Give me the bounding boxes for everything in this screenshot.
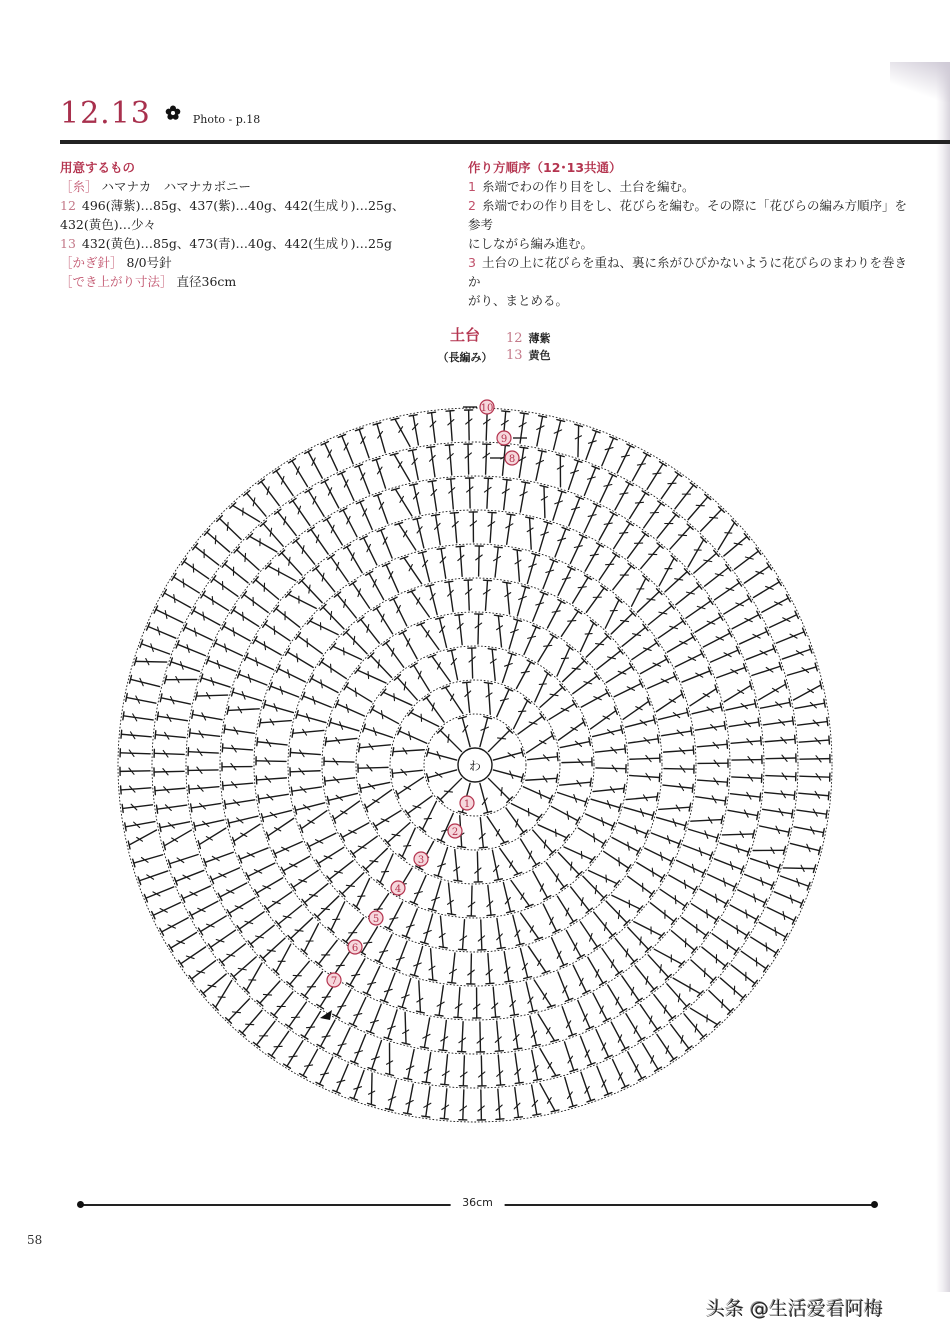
size-value: 直径36cm: [176, 274, 237, 289]
materials-heading: 用意するもの: [60, 160, 136, 175]
step-number: 2: [468, 198, 476, 213]
variant-13-yarns: 432(黄色)…85g、473(青)…40g、442(生成り)…25g: [81, 236, 392, 251]
variant-13-number: 13: [60, 236, 76, 251]
round-marker-6: [348, 940, 362, 954]
step-text: 糸端でわの作り目をし、土台を編む。: [481, 179, 695, 194]
round-marker-10: [480, 400, 494, 414]
step-number: 3: [468, 255, 476, 270]
variant-12-continued: 432(黄色)…少々: [60, 217, 157, 232]
step-3-continued: がり、まとめる。: [468, 293, 569, 308]
chart-subtitle: （長編み）: [437, 351, 493, 364]
step-text: 糸端でわの作り目をし、花びらを編む。その際に「花びらの編み方順序」を参考: [468, 198, 907, 232]
round-marker-3: [414, 852, 428, 866]
round-marker-2: [448, 824, 462, 838]
svg-text:4: 4: [394, 884, 402, 895]
hook-value: 8/0号針: [126, 255, 172, 270]
svg-text:5: 5: [372, 914, 380, 925]
hook-label: ［かぎ針］: [60, 255, 123, 270]
color-legend-12: 12 薄紫: [506, 331, 551, 346]
variant-12-number: 12: [60, 198, 76, 213]
svg-text:8: 8: [508, 454, 516, 465]
svg-text:7: 7: [330, 976, 338, 987]
svg-text:3: 3: [417, 855, 425, 866]
round-marker-1: [460, 796, 474, 810]
round-marker-8: [505, 451, 519, 465]
svg-text:9: 9: [500, 434, 508, 445]
dimension-end-right: [871, 1201, 878, 1208]
round-marker-4: [391, 881, 405, 895]
svg-text:わ: わ: [468, 759, 482, 773]
yarn-label: ［糸］: [60, 179, 98, 194]
step-number: 1: [468, 179, 476, 194]
step-text: 土台の上に花びらを重ね、裏に糸がひびかないように花びらのまわりを巻きか: [468, 255, 907, 289]
round-marker-9: [497, 431, 511, 445]
watermark: 头条 @生活爱看阿梅: [706, 1298, 884, 1320]
yarn-value: ハマナカ ハマナカボニー: [101, 179, 252, 194]
page-number: 58: [27, 1233, 43, 1247]
diameter-dimension: [80, 1197, 875, 1213]
svg-text:6: 6: [351, 943, 359, 954]
variant-12-yarns: 496(薄紫)…85g、437(紫)…40g、442(生成り)…25g、: [81, 198, 405, 213]
instructions-heading: 作り方順序（12･13共通）: [468, 160, 622, 175]
round-marker-5: [369, 911, 383, 925]
start-arrow-icon: [320, 1010, 332, 1020]
dimension-end-left: [77, 1201, 84, 1208]
svg-text:1: 1: [463, 799, 471, 810]
step-2-continued: にしながら編み進む。: [468, 236, 594, 251]
round-marker-7: [327, 973, 341, 987]
size-label: ［でき上がり寸法］: [60, 274, 173, 289]
svg-text:2: 2: [451, 827, 459, 838]
color-legend-13: 13 黄色: [506, 348, 551, 363]
pattern-number: 12.13: [60, 96, 151, 131]
photo-page-reference: Photo - p.18: [192, 113, 261, 126]
dimension-label: 36cm: [450, 1196, 505, 1209]
chart-title: 土台: [449, 326, 480, 344]
svg-text:10: 10: [480, 403, 494, 414]
